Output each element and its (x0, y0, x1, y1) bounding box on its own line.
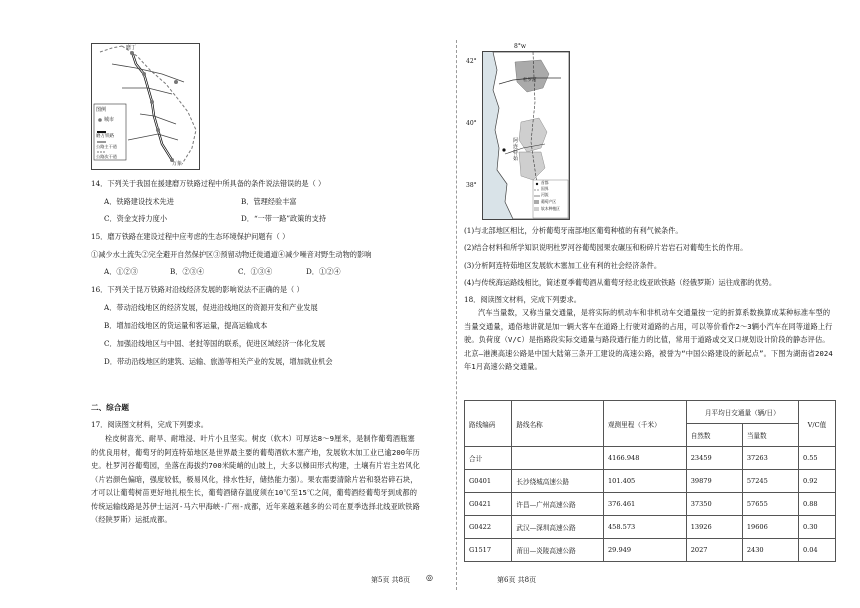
map-label-bottom: 万象 (172, 161, 183, 167)
left-page-footer: 第5页 共8页 (371, 576, 411, 584)
row-natural: 37350 (686, 493, 742, 516)
map-lat38-label: 38° (466, 182, 477, 189)
map-longitude-label: 8°w (514, 43, 526, 50)
row-vc: 0.55 (798, 447, 835, 470)
row-equiv: 2430 (742, 539, 798, 562)
q14-option-b: B．管理经验丰富 (241, 197, 297, 206)
portugal-map (482, 51, 570, 220)
row-equiv: 19606 (742, 516, 798, 539)
section-heading: 二、综合题 (91, 403, 129, 412)
row-code: G0401 (465, 470, 512, 493)
row-mileage: 4166.948 (603, 447, 686, 470)
right-page (430, 0, 860, 608)
row-natural: 39879 (686, 470, 742, 493)
q14-option-c: C．资金支持力度小 (104, 214, 168, 223)
q15-option-c: C．①③④ (238, 267, 273, 276)
traffic-table (464, 400, 836, 562)
row-name (512, 447, 604, 470)
q18-intro: 18．阅读图文材料，完成下列要求。 (464, 295, 581, 304)
q15-stem: 15．磨万铁路在建设过程中应考虑的生态环境保护问题有（ ） (91, 232, 290, 241)
table-row (465, 493, 836, 516)
header-vc: V/C值 (798, 401, 835, 447)
q14-option-a: A．铁路建设技术先进 (104, 197, 174, 206)
row-natural: 2027 (686, 539, 742, 562)
legend-cork: 软木种植区 (541, 206, 560, 211)
legend-river: 河流 (541, 192, 549, 197)
row-name: 武汉—深圳高速公路 (512, 516, 604, 539)
table-row (465, 516, 836, 539)
right-page-footer: 第6页 共8页 (497, 576, 537, 584)
row-vc: 0.04 (798, 539, 835, 562)
map-lat42-label: 42° (466, 58, 477, 65)
q17-material: 栓皮树喜光、耐旱、耐堆浸、叶片小且坚实。树皮（软木）可厚达8～9厘米，是制作葡萄酒瓶塞的优良用材，葡萄牙的阿连特茹地区是世界最主要的葡萄酒软木塞产地，发展软木加工业已逾200年历史。杜罗河谷葡萄园，坐落在海拔约700米陡峭的山坡上，大多以梯田形式构建，土壤有片岩主岩风化（片岩颜色偏暗，强度较低，极易风化，排水性好，储热能力强）。果农需要清除片岩和裂岩碎石块，才可以让葡萄树苗更好地扎根生长，葡萄酒储存温度须在10℃至15℃之间，葡萄酒经葡萄牙到成都的传统运输线路是苏伊士运河-马六甲海峡-广州-成都，近年来越来越多的公司在夏季选择北线亚欧铁路（经陕罗斯）运抵成都。 (91, 434, 420, 524)
q18-material: 汽车当量数，又称当量交通量，是将实际的机动车和非机动车交通量按一定的折算系数换算成某种标准车型的当量交通量，通俗地讲就是加一辆大客车在道路上行驶对道路的占用，可以等价看作2～3辆小汽车在同等道路上行驶。负荷度（V/C）是指路段实际交通量与路段通行能力的比值，常用于道路或交叉口规划设计阶段的静态评估。北京—港澳高速公路是中国大陆第三条开工建设的高速公路，被誉为“中国公路建设的新起点”。下图为湖南省2024年1月高速公路交通量。 (464, 308, 833, 371)
map-label-top: 磨丁 (126, 45, 137, 51)
railway-map-drawing (92, 44, 199, 169)
row-vc: 0.88 (798, 493, 835, 516)
row-mileage: 458.573 (603, 516, 686, 539)
row-name: 长沙绕城高速公路 (512, 470, 604, 493)
header-code: 路线编码 (465, 401, 512, 447)
header-natural: 自然数 (686, 424, 742, 447)
legend-border: 国界 (541, 186, 549, 191)
header-volume: 月平均日交通量（辆/日） (686, 401, 798, 424)
q16-option-b: B．增加沿线地区的货运量和客运量，提高运输成本 (104, 321, 268, 330)
q16-stem: 16．下列关于昆万铁路对沿线经济发展的影响说法不正确的是（ ） (91, 285, 304, 294)
q15-items: ①减少水土流失②完全避开自然保护区③预留动物迁徙通道④减少噪音对野生动物的影响 (91, 250, 372, 259)
table-header-row (465, 401, 836, 424)
q14-stem: 14．下列关于我国在援建磨万铁路过程中所具备的条件说法错误的是（ ） (91, 179, 326, 188)
map-legend-secondary: 公路次干道 (96, 154, 117, 159)
q14-option-d: D．“一带一路”政策的支持 (241, 214, 326, 223)
row-code: G0421 (465, 493, 512, 516)
header-equiv: 当量数 (742, 424, 798, 447)
map-legend-title: 图例 (96, 107, 107, 113)
railway-map (91, 43, 200, 170)
table-row (465, 470, 836, 493)
center-mark: ◎ (426, 573, 433, 582)
row-code: G0422 (465, 516, 512, 539)
row-natural: 13926 (686, 516, 742, 539)
q15-option-a: A．①②③ (104, 267, 138, 276)
row-equiv: 57245 (742, 470, 798, 493)
q17-intro: 17．阅读图文材料，完成下列要求。 (91, 420, 208, 429)
q16-option-d: D．带动沿线地区的建筑、运输、旅游等相关产业的发展，增加就业机会 (104, 357, 333, 366)
header-name: 路线名称 (512, 401, 604, 447)
q17-part1: (1)与北部地区相比，分析葡萄牙南部地区葡萄种植的有利气候条件。 (464, 226, 683, 235)
legend-capital: 首都 (541, 180, 549, 185)
row-natural: 23459 (686, 447, 742, 470)
table-row (465, 447, 836, 470)
row-equiv: 37263 (742, 447, 798, 470)
row-mileage: 376.461 (603, 493, 686, 516)
q15-option-d: D．①②④ (306, 267, 341, 276)
row-vc: 0.92 (798, 470, 835, 493)
q15-option-b: B．②③④ (170, 267, 205, 276)
row-name: 莆田—炎陵高速公路 (512, 539, 604, 562)
q16-option-c: C．加强沿线地区与中国、老挝等国的联系，促进区域经济一体化发展 (104, 339, 326, 348)
row-mileage: 101.405 (603, 470, 686, 493)
row-equiv: 57655 (742, 493, 798, 516)
map-legend-trunk: 公路主干道 (96, 144, 117, 149)
q17-part4: (4)与传统海运路线相比，简述夏季葡萄酒从葡萄牙经北线亚欧铁路（经俄罗斯）运往成都的优势。 (464, 278, 777, 287)
table-row (465, 539, 836, 562)
map-river-label: 杜罗河 (523, 78, 537, 83)
row-mileage: 29.949 (603, 539, 686, 562)
map-legend-railway: 磨万铁路 (96, 134, 114, 139)
row-vc: 0.30 (798, 516, 835, 539)
legend-grape: 葡萄产区 (541, 199, 557, 204)
map-lat40-label: 40° (466, 120, 477, 127)
q17-part3: (3)分析阿连特茹地区发展软木塞加工业有利的社会经济条件。 (464, 261, 662, 270)
header-mileage: 观测里程（千米） (603, 401, 686, 447)
q16-option-a: A．带动沿线地区的经济发展，促进沿线地区的资源开发和产业发展 (104, 303, 318, 312)
row-code: 合计 (465, 447, 512, 470)
row-name: 许昌—广州高速公路 (512, 493, 604, 516)
q17-part2: (2)结合材料和所学知识说明杜罗河谷葡萄园果农碾压和粉碎片岩岩石对葡萄生长的作用。 (464, 243, 748, 252)
map-region-label: 阿连特茹 (513, 138, 519, 162)
row-code: G1517 (465, 539, 512, 562)
map-legend-city: 城市 (104, 117, 115, 123)
